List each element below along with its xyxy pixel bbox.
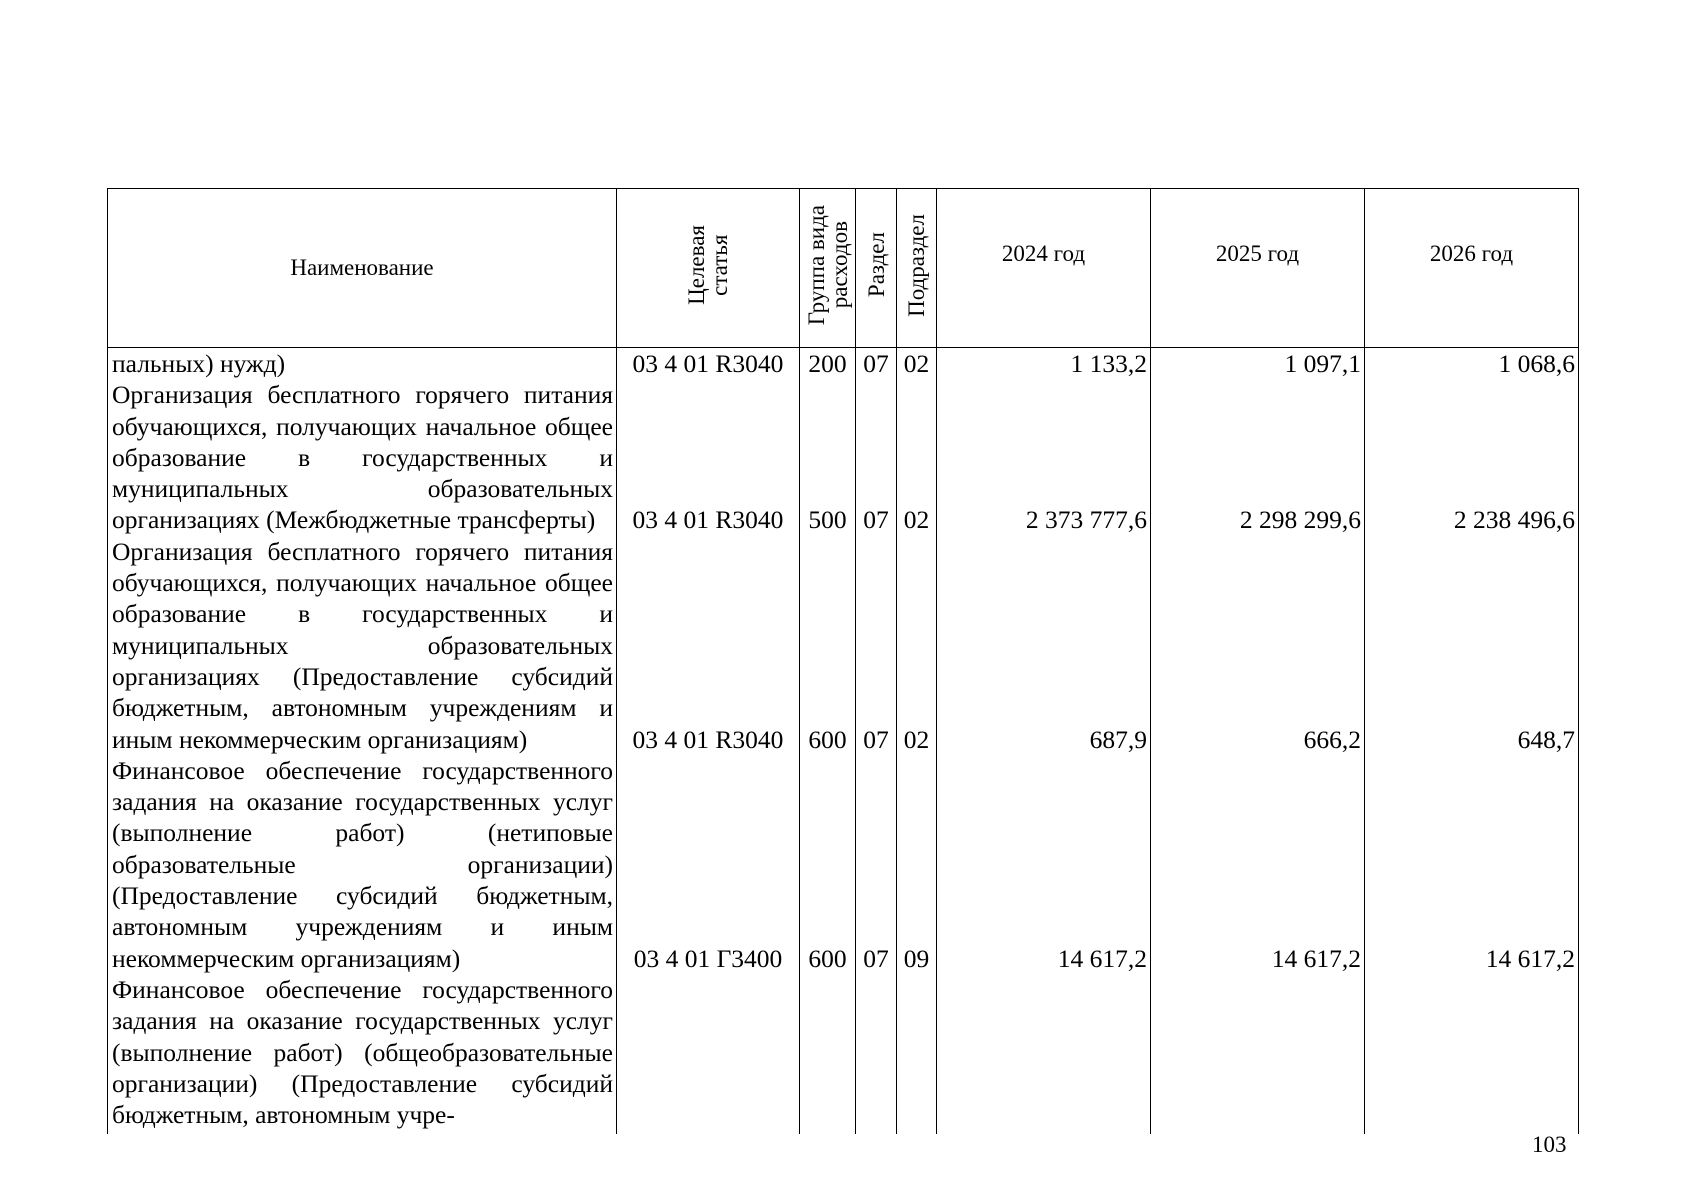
header-2026-label: 2026 год: [1429, 241, 1514, 266]
page-number: 103: [1532, 1132, 1567, 1157]
row-section: 07: [856, 379, 897, 535]
row-2024: 2 373 777,6: [937, 379, 1151, 535]
row-subsection: 02: [897, 379, 937, 535]
header-subsection: [897, 189, 937, 348]
row-2025: 14 617,2: [1151, 755, 1365, 974]
row-2026: [1365, 974, 1579, 1134]
header-section-label: Раздел: [863, 232, 889, 298]
row-2025: 1 097,1: [1151, 348, 1365, 380]
row-2025: 2 298 299,6: [1151, 379, 1365, 535]
budget-table: [107, 188, 1579, 1134]
row-section: [856, 974, 897, 1134]
row-target-article: 03 4 01 R3040: [617, 379, 800, 535]
header-target-article-label: Целевая статья: [684, 225, 732, 305]
row-2024: 1 133,2: [937, 348, 1151, 380]
row-2025: [1151, 974, 1365, 1134]
table-row: [108, 379, 1579, 535]
row-target-article: [617, 974, 800, 1134]
table-row: [108, 755, 1579, 974]
row-expense-group: [800, 974, 856, 1134]
row-name: Организация бесплатного горячего питания обучающихся, получающих начальное общее образование в государственных и муниципальных образовательных организациях (Межбюджетные трансферты): [108, 379, 617, 535]
row-name: Организация бесплатного горячего питания обучающихся, получающих начальное общее образование в государственных и муниципальных образовательных организациях (Предоставление субсидий бюджетным, автономным учреждениям и иным некоммерческим организациям): [108, 536, 617, 755]
row-target-article: 03 4 01 R3040: [617, 536, 800, 755]
row-expense-group: 600: [800, 536, 856, 755]
row-2026: 2 238 496,6: [1365, 379, 1579, 535]
row-subsection: 02: [897, 348, 937, 380]
row-section: 07: [856, 755, 897, 974]
table-header-row: [108, 189, 1579, 348]
header-expense-group: [800, 189, 856, 348]
row-expense-group: 500: [800, 379, 856, 535]
row-subsection: [897, 974, 937, 1134]
header-subsection-label: Подраздел: [904, 213, 929, 317]
row-target-article: 03 4 01 Г3400: [617, 755, 800, 974]
row-subsection: 09: [897, 755, 937, 974]
table-row: [108, 536, 1579, 755]
header-2026: [1365, 189, 1579, 348]
row-subsection: 02: [897, 536, 937, 755]
header-expense-group-label: Группа вида расходов: [803, 204, 852, 326]
header-name: Наименование: [108, 189, 617, 348]
row-section: 07: [856, 536, 897, 755]
row-expense-group: 600: [800, 755, 856, 974]
row-name: Финансовое обеспечение государственного задания на оказание государственных услуг (выполнение работ) (нетиповые образовательные организации) (Предоставление субсидий бюджетным, автономным учреждениям и иным некоммерческим организациям): [108, 755, 617, 974]
row-section: 07: [856, 348, 897, 380]
row-2024: 14 617,2: [937, 755, 1151, 974]
header-2025: [1151, 189, 1365, 348]
header-2025-label: 2025 год: [1215, 241, 1300, 266]
row-2026: 648,7: [1365, 536, 1579, 755]
row-2025: 666,2: [1151, 536, 1365, 755]
header-2024-label: 2024 год: [1001, 241, 1086, 266]
row-2026: 1 068,6: [1365, 348, 1579, 380]
row-expense-group: 200: [800, 348, 856, 380]
row-name: пальных) нужд): [108, 348, 617, 380]
row-2024: 687,9: [937, 536, 1151, 755]
row-2024: [937, 974, 1151, 1134]
header-2024: [937, 189, 1151, 348]
header-section: [856, 189, 897, 348]
table-row: [108, 974, 1579, 1134]
row-2026: 14 617,2: [1365, 755, 1579, 974]
header-target-article: [617, 189, 800, 348]
row-name: Финансовое обеспечение государственного задания на оказание государственных услуг (выполнение работ) (общеобразовательные организации) (Предоставление субсидий бюджетным, автономным учре-: [108, 974, 617, 1134]
table-row: [108, 348, 1579, 380]
row-target-article: 03 4 01 R3040: [617, 348, 800, 380]
